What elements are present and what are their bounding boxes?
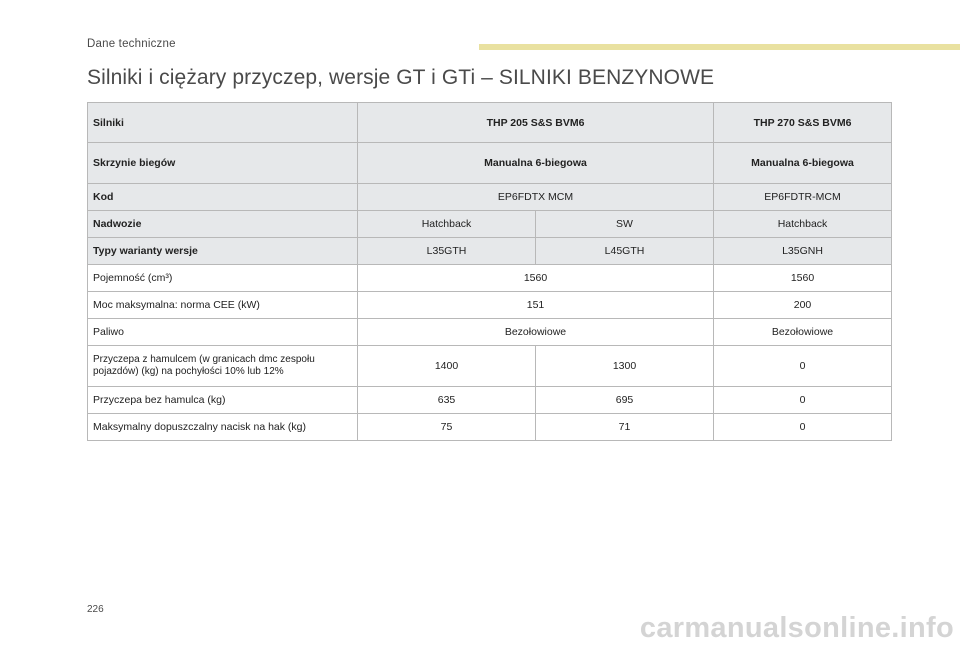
cell-value: 71 — [536, 414, 714, 441]
cell-value: 200 — [714, 292, 892, 319]
table-row-braked-trailer — [88, 346, 892, 387]
row-label: Skrzynie biegów — [88, 143, 358, 184]
header-accent-rule — [479, 44, 960, 50]
row-label: Przyczepa z hamulcem (w granicach dmc zespołu pojazdów) (kg) na pochyłości 10% lub 12% — [88, 346, 358, 387]
cell-value: L35GNH — [714, 238, 892, 265]
cell-value: 635 — [358, 387, 536, 414]
table-row-code — [88, 184, 892, 211]
cell-value: 0 — [714, 346, 892, 387]
cell-value: EP6FDTR-MCM — [714, 184, 892, 211]
cell-value: 75 — [358, 414, 536, 441]
table-row-variants — [88, 238, 892, 265]
engine-specs-table — [87, 102, 892, 441]
table-row-power — [88, 292, 892, 319]
table-row-fuel — [88, 319, 892, 346]
page-number: 226 — [87, 604, 104, 615]
cell-value: 0 — [714, 387, 892, 414]
row-label: Kod — [88, 184, 358, 211]
cell-value: Bezołowiowe — [714, 319, 892, 346]
section-label: Dane techniczne — [87, 38, 176, 50]
table-row-engines — [88, 103, 892, 143]
table-row-body — [88, 211, 892, 238]
row-label: Nadwozie — [88, 211, 358, 238]
table-row-capacity — [88, 265, 892, 292]
cell-value: L45GTH — [536, 238, 714, 265]
cell-value: Manualna 6-biegowa — [714, 143, 892, 184]
cell-value: L35GTH — [358, 238, 536, 265]
cell-value: 1400 — [358, 346, 536, 387]
cell-value: Manualna 6-biegowa — [358, 143, 714, 184]
cell-value: Bezołowiowe — [358, 319, 714, 346]
table-row-unbraked-trailer — [88, 387, 892, 414]
cell-value: Hatchback — [358, 211, 536, 238]
row-label: Typy warianty wersje — [88, 238, 358, 265]
cell-value: 151 — [358, 292, 714, 319]
watermark-text: carmanualsonline.info — [639, 612, 954, 644]
cell-value: SW — [536, 211, 714, 238]
row-label: Silniki — [88, 103, 358, 143]
row-label: Paliwo — [88, 319, 358, 346]
cell-value: THP 270 S&S BVM6 — [714, 103, 892, 143]
row-label: Przyczepa bez hamulca (kg) — [88, 387, 358, 414]
cell-value: 0 — [714, 414, 892, 441]
cell-value: 695 — [536, 387, 714, 414]
cell-value: 1560 — [714, 265, 892, 292]
row-label: Moc maksymalna: norma CEE (kW) — [88, 292, 358, 319]
cell-value: EP6FDTX MCM — [358, 184, 714, 211]
table-row-hitch-load — [88, 414, 892, 441]
cell-value: 1300 — [536, 346, 714, 387]
row-label: Pojemność (cm³) — [88, 265, 358, 292]
row-label: Maksymalny dopuszczalny nacisk na hak (kg) — [88, 414, 358, 441]
page-title: Silniki i ciężary przyczep, wersje GT i GTi – SILNIKI BENZYNOWE — [87, 66, 715, 89]
cell-value: 1560 — [358, 265, 714, 292]
cell-value: THP 205 S&S BVM6 — [358, 103, 714, 143]
cell-value: Hatchback — [714, 211, 892, 238]
table-row-gearbox — [88, 143, 892, 184]
